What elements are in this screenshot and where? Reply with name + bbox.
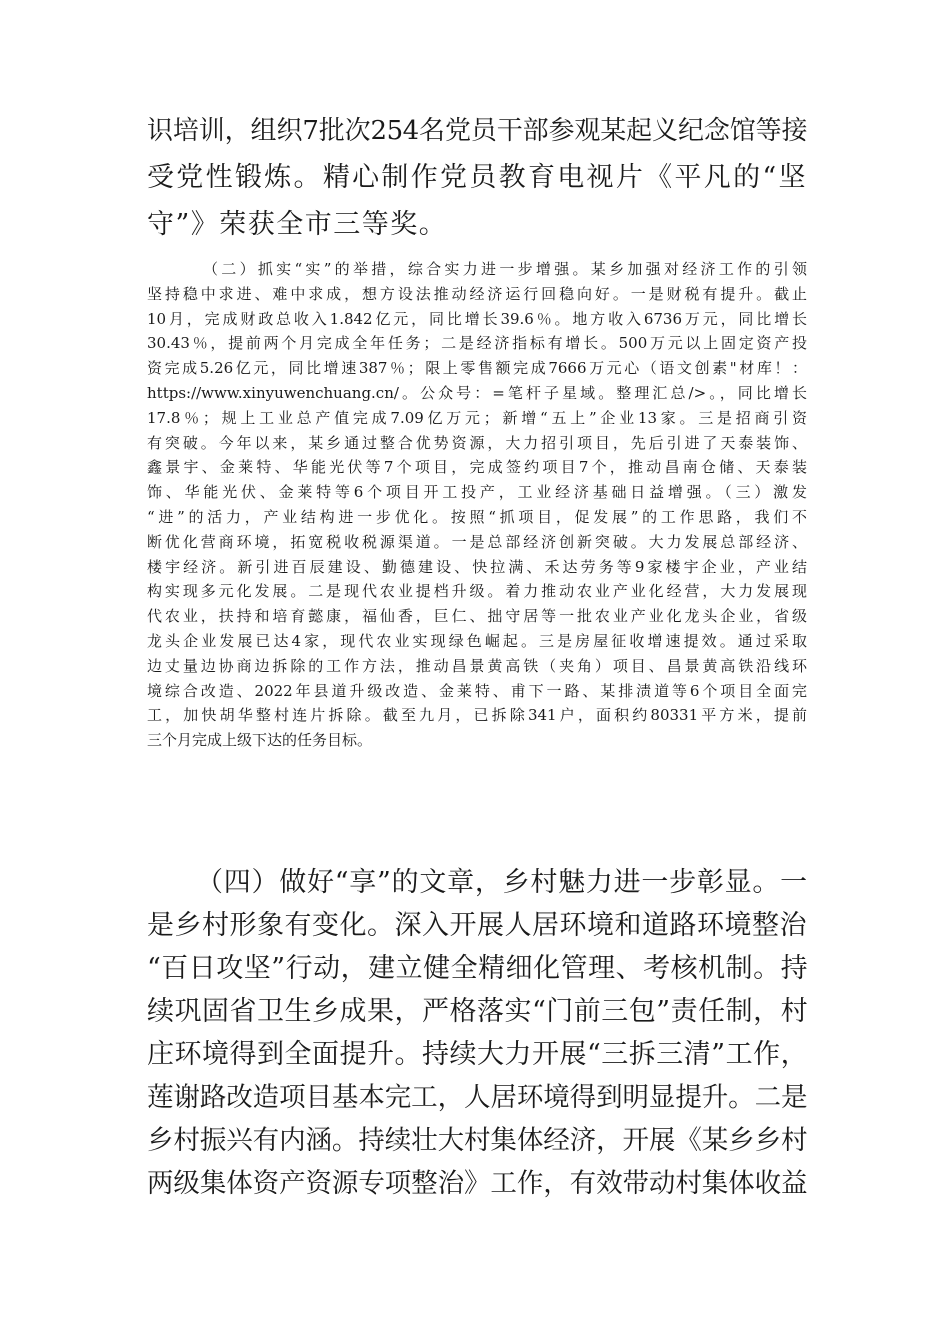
paragraph-middle-line: 边丈量边协商边拆除的工作方法，推动昌景黄高铁（夹角）项目、昌景黄高铁沿线环	[147, 656, 807, 675]
paragraph-top-line: 识培训，组织7批次254名党员干部参观某起义纪念馆等接	[147, 116, 807, 146]
paragraph-middle-line: 构实现多元化发展。二是现代农业提档升级。着力推动农业产业化经营，大力发展现	[147, 582, 807, 601]
paragraph-middle-line: 坚持稳中求进、难中求成，想方设法推动经济运行回稳向好。一是财税有提升。截止	[147, 284, 807, 303]
paragraph-middle-line: （二）抓实“实”的举措，综合实力进一步增强。某乡加强对经济工作的引领	[203, 260, 807, 278]
paragraph-middle-line: 有突破。今年以来，某乡通过整合优势资源，大力招引项目，先后引进了天泰装饰、	[147, 433, 807, 452]
paragraph-middle-line: 三个月完成上级下达的任务目标。	[147, 731, 373, 750]
paragraph-top-line: 守”》荣获全市三等奖。	[147, 209, 448, 240]
paragraph-middle-line: 楼宇经济。新引进百辰建设、勤德建设、快拉满、禾达劳务等9家楼宇企业，产业结	[147, 557, 807, 576]
paragraph-middle-line: https://www.xinyuwenchuang.cn/。公众号：=笔杆子星域。整理汇总/>。，同比增长	[147, 383, 807, 402]
paragraph-bottom-line: （四）做好“享”的文章，乡村魅力进一步彰显。一	[196, 867, 808, 898]
paragraph-top-line: 受党性锻炼。精心制作党员教育电视片《平凡的“坚	[147, 162, 807, 193]
paragraph-middle	[147, 257, 807, 753]
paragraph-bottom-line: 乡村振兴有内涵。持续壮大村集体经济，开展《某乡乡村	[147, 1125, 807, 1156]
paragraph-bottom-line: 是乡村形象有变化。深入开展人居环境和道路环境整治	[147, 910, 807, 941]
paragraph-middle-line: 鑫景宇、金莱特、华能光伏等7个项目，完成签约项目7个，推动昌南仓储、天泰装	[147, 458, 807, 477]
paragraph-middle-line: 境综合改造、2022年县道升级改造、金莱特、甫下一路、某排渍道等6个项目全面完	[147, 681, 807, 700]
paragraph-middle-line: 龙头企业发展已达4家，现代农业实现绿色崛起。三是房屋征收增速提效。通过采取	[147, 631, 807, 650]
paragraph-bottom-line: 庄环境得到全面提升。持续大力开展“三拆三清”工作，	[147, 1039, 809, 1070]
paragraph-middle-line: “进”的活力，产业结构进一步优化。按照“抓项目，促发展”的工作思路，我们不	[147, 507, 807, 526]
paragraph-middle-line: 10月，完成财政总收入1.842亿元，同比增长39.6％。地方收入6736万元，同比增长	[147, 309, 807, 328]
paragraph-bottom-line: 莲谢路改造项目基本完工，人居环境得到明显提升。二是	[147, 1082, 807, 1113]
paragraph-middle-line: 30.43％，提前两个月完成全年任务；二是经济指标有增长。500万元以上固定资产投	[147, 334, 807, 353]
paragraph-bottom-line: 两级集体资产资源专项整治》工作，有效带动村集体收益	[147, 1168, 807, 1199]
paragraph-bottom-line: “百日攻坚”行动，建立健全精细化管理、考核机制。持	[147, 953, 809, 984]
paragraph-middle-line: 饰、华能光伏、金莱特等6个项目开工投产，工业经济基础日益增强。（三）激发	[147, 483, 807, 502]
paragraph-bottom-line: 续巩固省卫生乡成果，严格落实“门前三包”责任制，村	[147, 996, 809, 1027]
paragraph-middle-line: 断优化营商环境，拓宽税收税源渠道。一是总部经济创新突破。大力发展总部经济、	[147, 532, 807, 551]
paragraph-middle-line: 工，加快胡华整村连片拆除。截至九月，已拆除341户，面积约80331平方米，提前	[147, 706, 807, 725]
paragraph-middle-line: 代农业，扶持和培育懿康，福仙香，巨仁、拙守居等一批农业产业化龙头企业，省级	[147, 607, 807, 626]
paragraph-middle-line: 资完成5.26亿元，同比增速387％；限上零售额完成7666万元心（语文创素"材库！：	[147, 359, 807, 378]
paragraph-middle-line: 17.8％；规上工业总产值完成7.09亿万元；新增“五上”企业13家。三是招商引资	[147, 408, 807, 427]
